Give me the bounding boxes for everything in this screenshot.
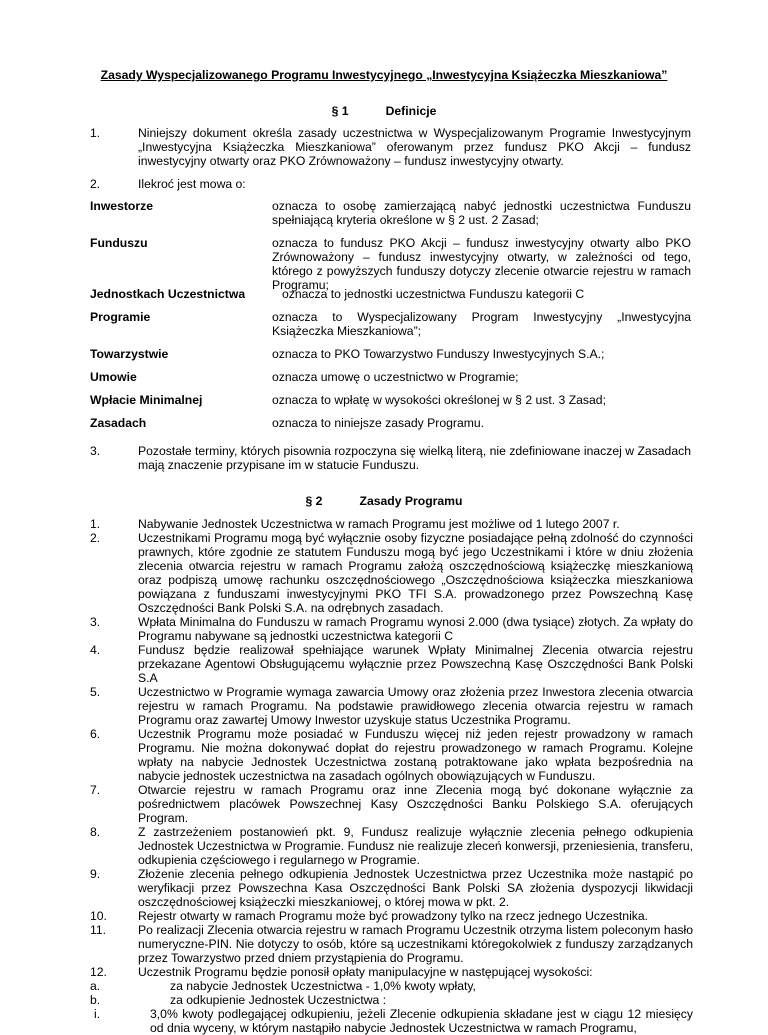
fee-item-number: a. (90, 979, 101, 993)
list-item-text: Uczestnikami Programu mogą być wyłącznie osoby fizyczne posiadające pełną zdolność do czynności prawnych, które zgodnie ze statutem Funduszu mogą być jego Uczestnikami i które w dniu złożenia zlecenia otwarcia rejestru w ramach Programu założą oszczędnościową książeczkę mieszkaniową oraz podpiszą umowę rachunku oszczędnościowego „Oszczędnościowa książeczka mieszkaniowa powiązana z funduszami inwestycyjnymi PKO TFI S.A. prowadzonego przez Powszechną Kasę Oszczędności Bank Polski S.A. na odrębnych zasadach. (138, 531, 693, 615)
fee-item-text: za odkupienie Jednostek Uczestnictwa : (170, 993, 387, 1007)
list-item-text: Uczestnik Programu będzie ponosił opłaty manipulacyjne w następującej wysokości: (138, 965, 593, 979)
list-item-text: Nabywanie Jednostek Uczestnictwa w ramach Programu jest możliwe od 1 lutego 2007 r. (138, 517, 620, 531)
list-item-number: 11. (90, 923, 107, 937)
definition-text: oznacza to jednostki uczestnictwa Funduszu kategorii C (282, 287, 585, 301)
definition-term: Programie (90, 310, 151, 324)
definition-text: oznacza to niniejsze zasady Programu. (272, 416, 485, 430)
list-item-number: 12. (90, 965, 107, 979)
fee-item-a (90, 979, 693, 993)
list-item-text: Złożenie zlecenia pełnego odkupienia Jednostek Uczestnictwa przez Uczestnika może nastąpić po weryfikacji przez Powszechna Kasa Oszczędności Bank Polski SA złożenia dyspozycji likwidacji oszczędnościowej książeczki mieszkaniowej, o której mowa w pkt. 2. (138, 867, 693, 909)
paragraph-2-number: 2. (90, 177, 101, 191)
list-item-text: Wpłata Minimalna do Funduszu w ramach Programu wynosi 2.000 (dwa tysiące) złotych. Za wpłaty do Programu nabywane są jednostki uczestnictwa kategorii C (138, 615, 693, 643)
section-2-title: Zasady Programu (359, 494, 463, 508)
list-item-number: 4. (90, 643, 101, 657)
section-1-number: § 1 (331, 104, 349, 118)
list-item-text: Po realizacji Zlecenia otwarcia rejestru w ramach Programu Uczestnik otrzyma listem poleconym hasło numeryczne-PIN. Nie dotyczy to osób, które są uczestnikami któregokolwiek z funduszy zarządzanych przez Towarzystwo przed dniem przystąpienia do Programu. (138, 923, 693, 965)
list-item (90, 531, 693, 615)
fee-item-text: 3,0% kwoty podlegającej odkupieniu, jeżeli Zlecenie odkupienia składane jest w ciągu 12 miesięcy od dnia wyceny, w którym nastąpiło nabycie Jednostek Uczestnictwa w ramach Programu, (150, 1007, 693, 1035)
list-item (90, 517, 693, 531)
list-item (90, 615, 693, 643)
list-item-text: Otwarcie rejestru w ramach Programu oraz inne Zlecenia mogą być dokonane wyłącznie za pośrednictwem placówek Powszechnej Kasy Oszczędności Banku Polskiego S.A. oferujących Program. (138, 783, 693, 825)
list-item-number: 10. (90, 909, 107, 923)
list-item-number: 8. (90, 825, 101, 839)
definition-term: Zasadach (90, 416, 147, 430)
document-title: Zasady Wyspecjalizowanego Programu Inwestycyjnego „Inwestycyjna Książeczka Mieszkaniowa” (100, 68, 668, 82)
section-1-heading (0, 104, 768, 118)
definition-text: oznacza to fundusz PKO Akcji – fundusz inwestycyjny otwarty albo PKO Zrównoważony – fundusz inwestycyjny otwarty, w zależności od tego, którego z powyższych funduszy dotyczy zlecenie otwarcie rejestru w ramach Programu; (272, 236, 691, 292)
fee-item-number: b. (90, 993, 101, 1007)
definition-term: Jednostkach Uczestnictwa (90, 287, 246, 301)
fee-item-i (94, 1007, 693, 1035)
definition-text: oznacza umowę o uczestnictwo w Programie; (272, 370, 519, 384)
definition-text: oznacza to osobę zamierzającą nabyć jednostki uczestnictwa Funduszu spełniającą kryteria określone w § 2 ust. 2 Zasad; (272, 199, 691, 227)
list-item-text: Uczestnictwo w Programie wymaga zawarcia Umowy oraz złożenia przez Inwestora zlecenia otwarcia rejestru w ramach Programu. Na podstawie prawidłowego zlecenia otwarcia rejestru w ramach Programu oraz zawartej Umowy Inwestor uzyskuje status Uczestnika Programu. (138, 685, 693, 727)
list-item (90, 825, 693, 867)
list-item-number: 5. (90, 685, 101, 699)
program-rules-list (90, 517, 693, 1035)
list-item-content (90, 965, 693, 1035)
list-item-text: Uczestnik Programu może posiadać w Funduszu więcej niż jeden rejestr prowadzony w ramach Programu. Nie można dokonywać dopłat do rejestru prowadzonego w ramach Programu. Kolejne wpłaty na nabycie Jednostek Uczestnictwa zostaną potraktowane jako wpłata bezpośrednia na nabycie jednostek uczestnictwa na zasadach ogólnych obowiązujących w Funduszu. (138, 727, 693, 783)
paragraph-3-number: 3. (90, 444, 101, 458)
paragraph-2-text: Ilekroć jest mowa o: (138, 177, 246, 191)
list-item-text: Fundusz będzie realizował spełniające warunek Wpłaty Minimalnej Zlecenia otwarcia rejestru przekazane Agentowi Obsługującemu wyłącznie przez Powszechną Kasę Oszczędności Bank Polski S.A (138, 643, 693, 685)
list-item-text: Z zastrzeżeniem postanowień pkt. 9, Fundusz realizuje wyłącznie zlecenia pełnego odkupienia Jednostek Uczestnictwa w Programie. Fundusz nie realizuje zleceń konwersji, przeniesienia, transferu, odkupienia częściowego i regularnego w Programie. (138, 825, 693, 867)
definition-term: Umowie (90, 370, 137, 384)
list-item (90, 643, 693, 685)
list-item (90, 867, 693, 909)
section-2-number: § 2 (305, 494, 323, 508)
paragraph-3-text: Pozostałe terminy, których pisownia rozpoczyna się wielką literą, nie zdefiniowane inaczej w Zasadach mają znaczenie przypisane im w statucie Funduszu. (138, 444, 691, 472)
definition-text: oznacza to PKO Towarzystwo Funduszy Inwestycyjnych S.A.; (272, 347, 605, 361)
list-item-text: Rejestr otwarty w ramach Programu może być prowadzony tylko na rzecz jednego Uczestnika. (138, 909, 649, 923)
section-2-heading (0, 494, 768, 508)
fee-item-text: za nabycie Jednostek Uczestnictwa - 1,0% kwoty wpłaty, (170, 979, 476, 993)
paragraph-1-text: Niniejszy dokument określa zasady uczestnictwa w Wyspecjalizowanym Programie Inwestycyjnym „Inwestycyjna Książeczka Mieszkaniowa” oferowanym przez fundusz PKO Akcji – fundusz inwestycyjny otwarty oraz PKO Zrównoważony – fundusz inwestycyjny otwarty. (138, 126, 691, 168)
definition-term: Funduszu (90, 236, 148, 250)
definition-term: Inwestorze (90, 199, 153, 213)
definition-text: oznacza to wpłatę w wysokości określonej w § 2 ust. 3 Zasad; (272, 393, 606, 407)
list-item-number: 1. (90, 517, 101, 531)
list-item (90, 923, 693, 965)
definition-term: Wpłacie Minimalnej (90, 393, 203, 407)
list-item (90, 783, 693, 825)
list-item (90, 965, 693, 1035)
list-item (90, 685, 693, 727)
fee-item-b (90, 993, 693, 1007)
list-item-number: 9. (90, 867, 101, 881)
list-item (90, 909, 693, 923)
fee-item-number: i. (94, 1007, 101, 1021)
list-item-number: 3. (90, 615, 101, 629)
list-item-number: 6. (90, 727, 101, 741)
section-1-title: Definicje (385, 104, 437, 118)
paragraph-1-number: 1. (90, 126, 101, 140)
list-item-number: 7. (90, 783, 101, 797)
list-item-number: 2. (90, 531, 101, 545)
list-item (90, 727, 693, 783)
definition-term: Towarzystwie (90, 347, 169, 361)
definition-text: oznacza to Wyspecjalizowany Program Inwestycyjny „Inwestycyjna Książeczka Mieszkaniowa”; (272, 310, 691, 338)
